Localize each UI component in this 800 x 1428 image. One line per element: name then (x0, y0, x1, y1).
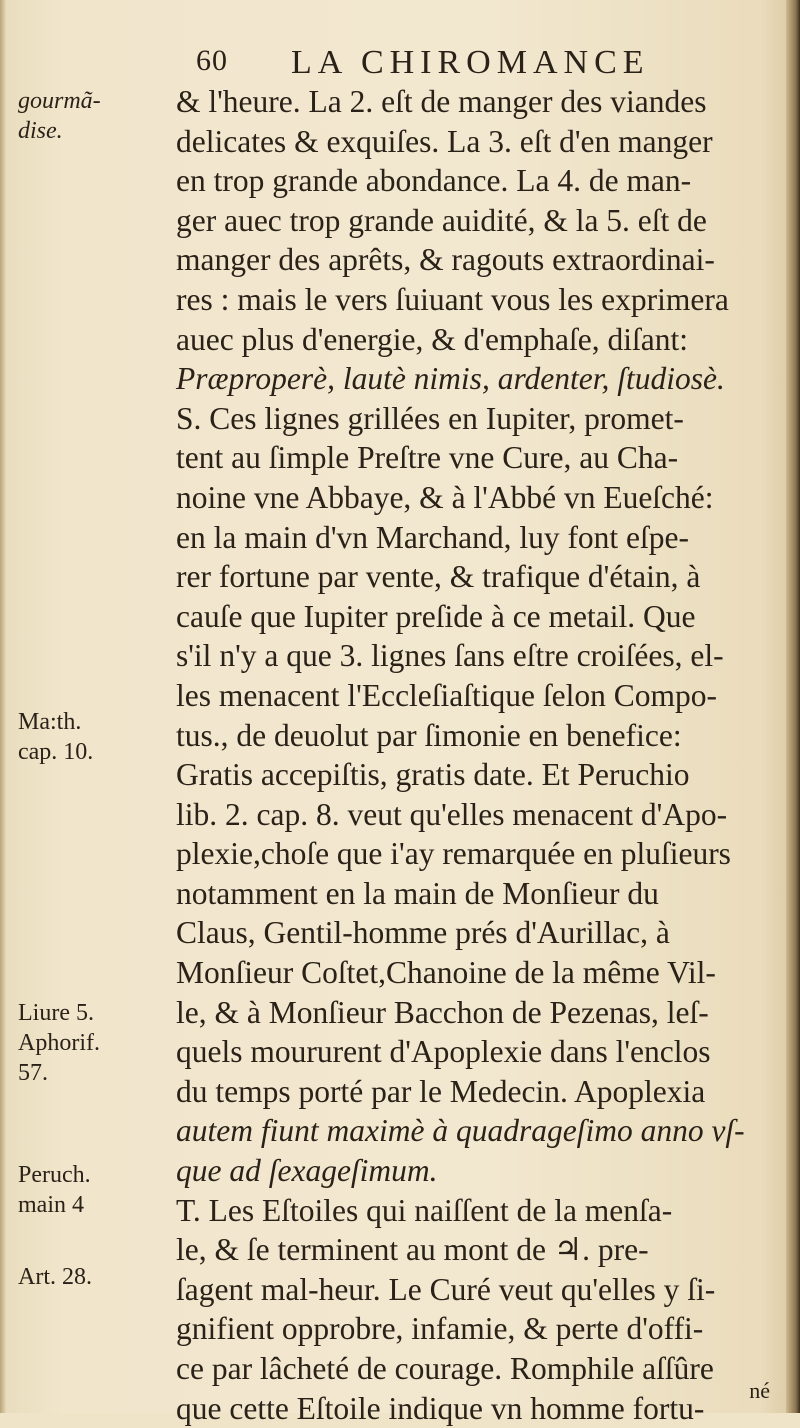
text-line: noine vne Abbaye, & à l'Abbé vn Eueſché: (176, 479, 714, 515)
text-line: Claus, Gentil-homme prés d'Aurillac, à (176, 915, 670, 951)
text-line: plexie,choſe que i'ay remarquée en pluſieurs (176, 836, 731, 872)
margin-note-line: Art. 28. (18, 1264, 92, 1290)
text-line: en trop grande abondance. La 4. de man- (176, 163, 692, 199)
page-number: 60 (196, 44, 228, 77)
text-line: Gratis accepiſtis, gratis date. Et Peruchio (176, 757, 690, 793)
text-line: ſagent mal-heur. Le Curé veut qu'elles y ſi- (176, 1271, 716, 1307)
page-left-edge (0, 0, 6, 1413)
text-line: Monſieur Coſtet,Chanoine de la même Vil- (176, 955, 716, 991)
latin-quote-line: que ad ſexageſimum. (176, 1153, 438, 1189)
text-line: manger des aprêts, & ragouts extraordinai- (176, 242, 715, 278)
text-line: rer fortune par vente, & trafique d'étain, à (176, 559, 701, 595)
catchword: né (749, 1378, 770, 1403)
text-line: T. Les Eſtoiles qui naiſſent de la menſa- (176, 1192, 673, 1228)
text-line: gnifient opprobre, infamie, & perte d'offi- (176, 1311, 704, 1347)
margin-note-line: Peruch. (18, 1162, 91, 1188)
margin-note-line: gourmã- (18, 88, 101, 114)
margin-note (18, 707, 168, 767)
margin-note-line: Aphorif. (18, 1030, 100, 1056)
text-line: lib. 2. cap. 8. veut qu'elles menacent d'Apo- (176, 796, 728, 832)
text-line: delicates & exquiſes. La 3. eſt d'en manger (176, 123, 713, 159)
text-line: tus., de deuolut par ſimonie en benefice: (176, 717, 682, 753)
margin-note (18, 1262, 168, 1292)
margin-note-line: Ma:th. (18, 709, 82, 735)
margin-note (18, 1160, 168, 1220)
running-title: LA CHIROMANCE (291, 44, 650, 81)
text-line: quels moururent d'Apoplexie dans l'enclos (176, 1034, 711, 1070)
text-line: S. Ces lignes grillées en Iupiter, promet- (176, 400, 684, 436)
text-line: du temps porté par le Medecin. Apoplexia (176, 1073, 706, 1109)
text-line: res : mais le vers ſuiuant vous les exprimera (176, 281, 729, 317)
text-line: & l'heure. La 2. eſt de manger des viandes (176, 84, 707, 119)
body-text (176, 82, 770, 1428)
text-line: le, & ſe terminent au mont de ♃. pre- (176, 1232, 649, 1268)
text-line: ce par lâcheté de courage. Romphile aſſûre (176, 1351, 714, 1386)
text-line: que cette Eſtoile indique vn homme fortu- (176, 1390, 705, 1426)
text-line: les menacent l'Eccleſiaſtique ſelon Compo- (176, 677, 717, 713)
text-line: notamment en la main de Monſieur du (176, 875, 659, 911)
text-line: auec plus d'energie, & d'emphaſe, diſant: (176, 321, 688, 357)
latin-quote-line: Præproperè, lautè nimis, ardenter, ſtudiosè. (176, 361, 725, 397)
margin-note (18, 998, 168, 1088)
text-line: le, & à Monſieur Bacchon de Pezenas, leſ- (176, 994, 709, 1030)
text-line: s'il n'y a que 3. lignes ſans eſtre croiſées, el- (176, 638, 724, 674)
margin-note-line: main 4 (18, 1192, 84, 1218)
text-line: tent au ſimple Preſtre vne Cure, au Cha- (176, 440, 679, 476)
latin-quote-line: autem fiunt maximè à quadrageſimo anno vſ- (176, 1113, 745, 1149)
margin-note-line: Liure 5. (18, 1000, 94, 1026)
page-right-edge (786, 0, 800, 1413)
margin-note-line: cap. 10. (18, 739, 94, 765)
text-line: ger auec trop grande auidité, & la 5. eſt de (176, 202, 707, 238)
text-line: cauſe que Iupiter preſide à ce metail. Que (176, 598, 696, 634)
margin-note-line: dise. (18, 118, 63, 144)
text-line: en la main d'vn Marchand, luy font eſpe- (176, 519, 690, 555)
margin-note (18, 86, 168, 146)
margin-note-line: 57. (18, 1060, 48, 1086)
